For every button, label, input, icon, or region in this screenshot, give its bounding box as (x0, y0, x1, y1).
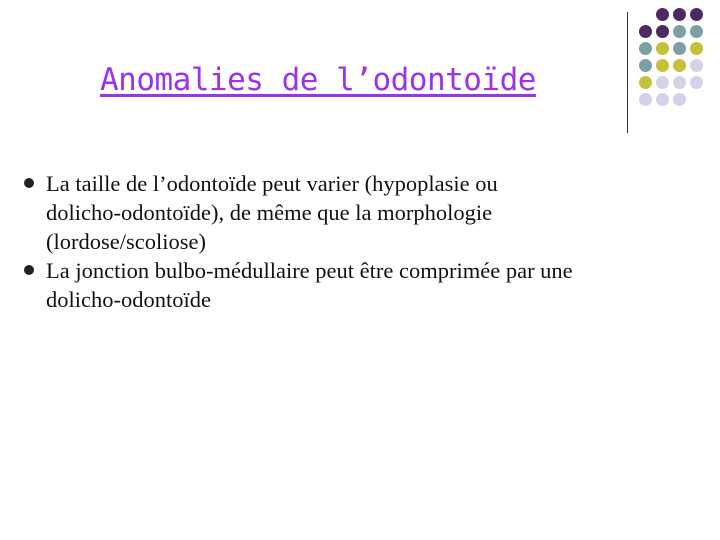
bullet-line: dolicho-odontoïde (46, 287, 211, 312)
decorative-dot (639, 76, 652, 89)
divider-line (627, 12, 628, 133)
decorative-dot (673, 42, 686, 55)
decorative-dot (656, 25, 669, 38)
decorative-dot (690, 59, 703, 72)
decorative-dot (673, 25, 686, 38)
decorative-dot (656, 42, 669, 55)
bullet-list (24, 169, 714, 314)
decorative-dot (690, 42, 703, 55)
decorative-dot (690, 8, 703, 21)
decorative-dot (656, 76, 669, 89)
bullet-dot-icon (24, 178, 34, 188)
decorative-dot (690, 76, 703, 89)
bullet-item (24, 256, 714, 314)
decorative-dot (639, 59, 652, 72)
decorative-dot-grid (639, 8, 720, 118)
decorative-dot (673, 76, 686, 89)
decorative-dot (673, 93, 686, 106)
decorative-dot (639, 25, 652, 38)
bullet-line: (lordose/scoliose) (46, 229, 206, 254)
bullet-line: La taille de l’odontoïde peut varier (hypoplasie ou (46, 171, 498, 196)
decorative-dot (673, 59, 686, 72)
decorative-dot (656, 8, 669, 21)
decorative-dot (656, 93, 669, 106)
slide-title: Anomalies de l’odontoïde (100, 62, 536, 98)
bullet-item (24, 169, 714, 256)
decorative-dot (673, 8, 686, 21)
decorative-dot (690, 25, 703, 38)
decorative-dot (656, 59, 669, 72)
bullet-line: dolicho-odontoïde), de même que la morphologie (46, 200, 493, 225)
bullet-line: La jonction bulbo-médullaire peut être comprimée par une (46, 258, 573, 283)
bullet-dot-icon (24, 265, 34, 275)
decorative-dot (639, 42, 652, 55)
decorative-dot (639, 93, 652, 106)
